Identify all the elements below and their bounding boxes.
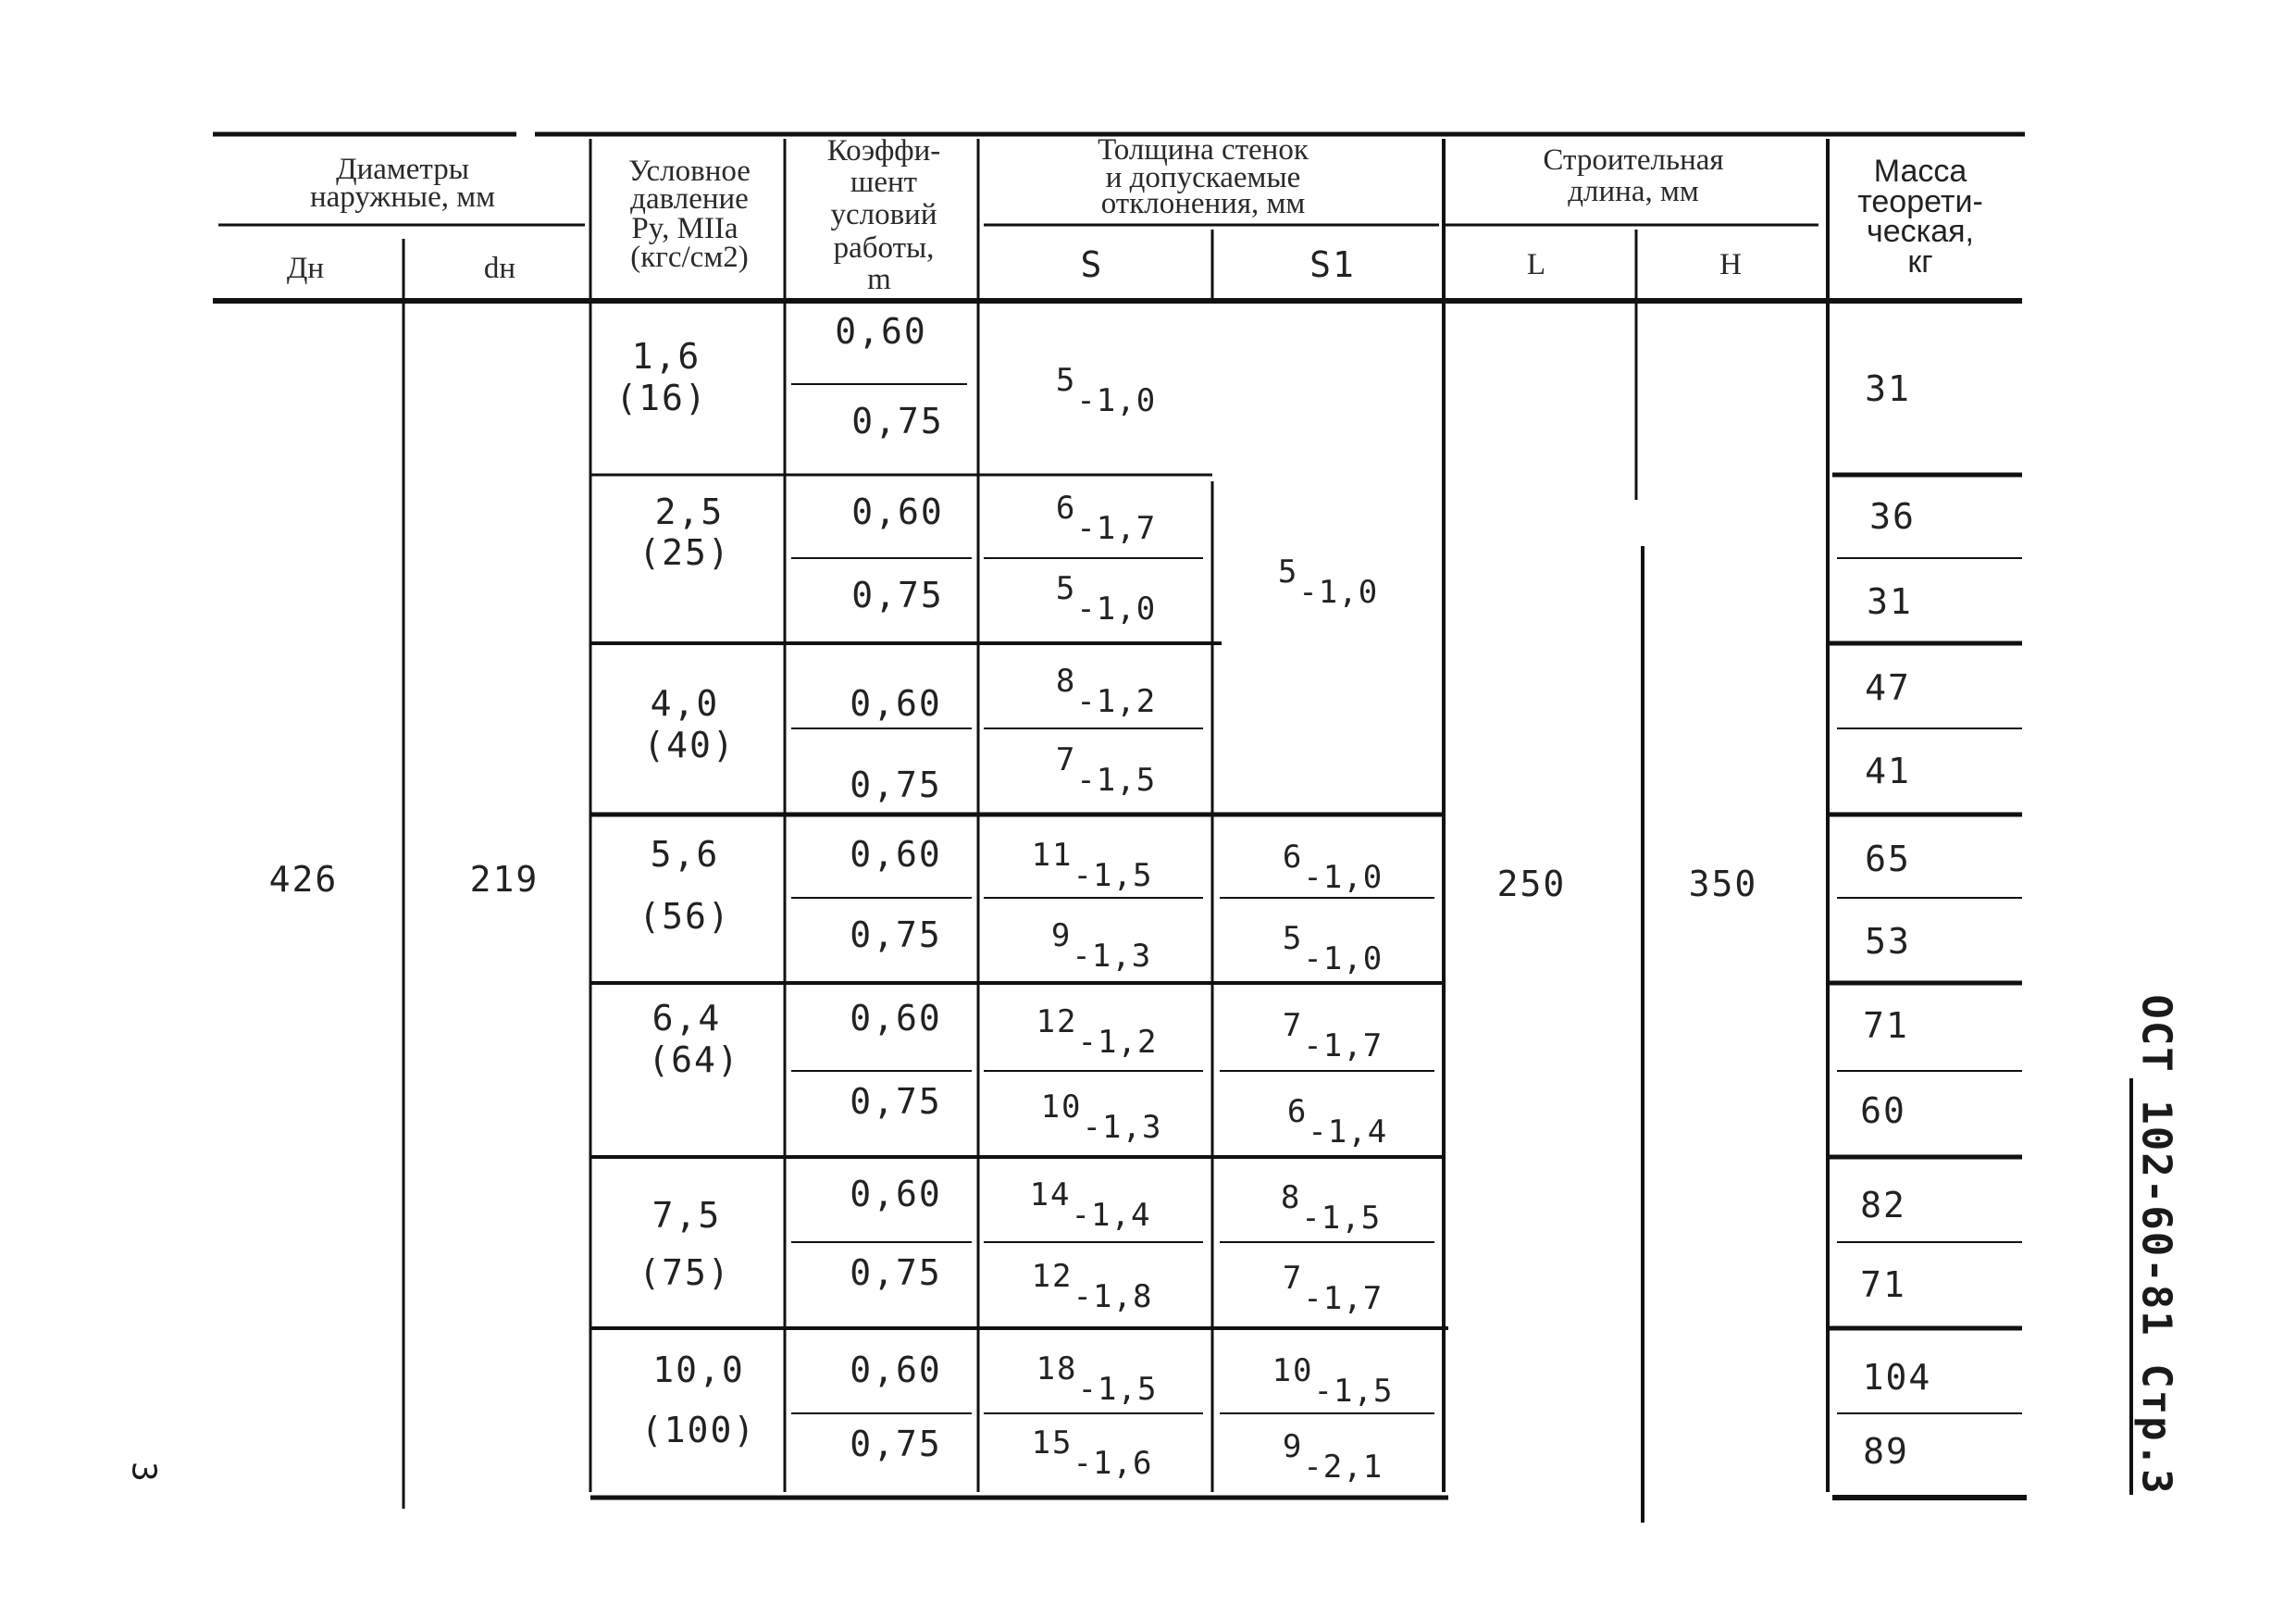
pressure-value: 7,5 bbox=[652, 1195, 722, 1236]
pressure-value: 6,4 bbox=[652, 998, 722, 1039]
wall-S1 bbox=[1282, 1428, 1384, 1486]
wall-S-nominal: 9 bbox=[1050, 917, 1073, 954]
pressure-value: 4,0 bbox=[650, 683, 720, 724]
wall-S bbox=[1031, 1424, 1153, 1482]
header-pressure-3: Py, MIIa bbox=[631, 212, 738, 245]
wall-S1 bbox=[1280, 1179, 1382, 1237]
coef-value: 0,60 bbox=[850, 1350, 942, 1390]
wall-S bbox=[1055, 570, 1157, 628]
pressure-value: 1,6 bbox=[631, 336, 701, 377]
wall-S bbox=[1055, 663, 1157, 720]
wall-S-nominal: 8 bbox=[1055, 663, 1077, 700]
wall-S1-tolerance: -1,0 bbox=[1303, 859, 1384, 896]
header-coef-4: работы, bbox=[833, 231, 935, 265]
cell-Dn: 426 bbox=[268, 859, 339, 900]
wall-S-tolerance: -1,5 bbox=[1073, 857, 1153, 894]
wall-S-tolerance: -1,3 bbox=[1082, 1109, 1162, 1146]
wall-S bbox=[1031, 837, 1153, 894]
document-code-label: ОСТ 102-60-81 Стр.3 bbox=[2132, 994, 2180, 1496]
wall-S-nominal: 11 bbox=[1031, 837, 1074, 874]
coef-value: 0,75 bbox=[850, 1081, 942, 1122]
wall-S-tolerance: -1,4 bbox=[1071, 1197, 1151, 1234]
header-wall-3: отклонения, мм bbox=[1100, 187, 1306, 220]
coef-value: 0,75 bbox=[850, 914, 942, 955]
wall-S-tolerance: -1,0 bbox=[1076, 591, 1157, 628]
wall-S1-tolerance: -1,7 bbox=[1303, 1027, 1384, 1064]
header-S1: S1 bbox=[1309, 244, 1356, 285]
wall-S-nominal: 14 bbox=[1029, 1176, 1072, 1213]
mass-value: 71 bbox=[1860, 1264, 1906, 1305]
wall-S-tolerance: -1,7 bbox=[1076, 510, 1157, 547]
wall-S bbox=[1055, 490, 1157, 547]
header-pressure-1: Условное bbox=[628, 155, 751, 188]
wall-S1 bbox=[1282, 1007, 1384, 1064]
mass-value: 31 bbox=[1865, 368, 1911, 409]
wall-S1 bbox=[1277, 554, 1379, 611]
header-coef-1: Коэффи- bbox=[826, 134, 941, 168]
wall-S-nominal: 12 bbox=[1036, 1003, 1078, 1040]
wall-S1-tolerance: -1,4 bbox=[1308, 1113, 1388, 1151]
header-dn: dн bbox=[483, 252, 516, 285]
coef-value: 0,75 bbox=[850, 765, 942, 805]
page-number: 3 bbox=[124, 1462, 163, 1482]
pressure-kgf: (25) bbox=[639, 532, 731, 573]
wall-S1 bbox=[1282, 839, 1384, 896]
header-length-1: Строительная bbox=[1543, 143, 1724, 177]
wall-S-tolerance: -1,5 bbox=[1076, 762, 1157, 799]
header-coef-3: условий bbox=[830, 198, 937, 231]
wall-S bbox=[1036, 1003, 1158, 1061]
header-Dn: Дн bbox=[286, 252, 325, 285]
header-mass-1: Масса bbox=[1873, 154, 1967, 189]
cell-H: 350 bbox=[1688, 864, 1758, 904]
wall-S1 bbox=[1282, 1260, 1384, 1317]
wall-S1-nominal: 5 bbox=[1282, 920, 1304, 957]
mass-value: 89 bbox=[1863, 1431, 1909, 1472]
wall-S1 bbox=[1286, 1093, 1388, 1151]
cell-dn: 219 bbox=[469, 859, 540, 900]
coef-value: 0,60 bbox=[850, 1174, 942, 1214]
wall-S-tolerance: -1,2 bbox=[1076, 683, 1157, 720]
wall-S1 bbox=[1272, 1352, 1394, 1410]
wall-S-tolerance: -1,0 bbox=[1076, 382, 1157, 419]
mass-value: 41 bbox=[1865, 751, 1911, 791]
wall-S-nominal: 5 bbox=[1055, 570, 1077, 607]
coef-value: 0,75 bbox=[850, 1252, 942, 1293]
wall-S1-tolerance: -1,5 bbox=[1301, 1200, 1382, 1237]
coef-value: 0,60 bbox=[851, 491, 944, 532]
cell-L: 250 bbox=[1496, 864, 1567, 904]
header-mass-3: ческая, bbox=[1866, 214, 1975, 249]
wall-S bbox=[1040, 1088, 1162, 1146]
wall-S1-nominal: 7 bbox=[1282, 1007, 1304, 1044]
wall-S-nominal: 10 bbox=[1040, 1088, 1083, 1126]
header-S: S bbox=[1080, 244, 1104, 285]
header-pressure-2: давление bbox=[630, 182, 749, 216]
wall-S1-nominal: 8 bbox=[1280, 1179, 1302, 1216]
header-H: H bbox=[1719, 248, 1742, 281]
wall-S-tolerance: -1,8 bbox=[1073, 1278, 1153, 1315]
coef-value: 0,60 bbox=[850, 834, 942, 875]
wall-S1-nominal: 6 bbox=[1286, 1093, 1309, 1130]
wall-S bbox=[1055, 741, 1157, 799]
header-length-2: длина, мм bbox=[1568, 175, 1699, 208]
coef-value: 0,60 bbox=[850, 998, 942, 1039]
header-mass-2: теорети- bbox=[1857, 184, 1983, 219]
header-coef-2: шент bbox=[850, 166, 918, 199]
header-diameters: Диаметры наружные, мм bbox=[310, 153, 495, 214]
wall-S1-nominal: 10 bbox=[1272, 1352, 1314, 1389]
wall-S bbox=[1050, 917, 1152, 975]
wall-S1-tolerance: -1,5 bbox=[1313, 1373, 1394, 1410]
wall-S-tolerance: -1,2 bbox=[1077, 1024, 1158, 1061]
pressure-kgf: (40) bbox=[643, 725, 736, 765]
pressure-kgf: (16) bbox=[615, 378, 708, 418]
wall-S-nominal: 15 bbox=[1031, 1424, 1074, 1462]
mass-value: 53 bbox=[1865, 921, 1911, 962]
pressure-value: 2,5 bbox=[654, 491, 725, 532]
wall-S bbox=[1029, 1176, 1151, 1234]
wall-S-tolerance: -1,5 bbox=[1077, 1371, 1158, 1408]
wall-S bbox=[1036, 1350, 1158, 1408]
wall-S1-nominal: 5 bbox=[1277, 554, 1299, 591]
mass-value: 65 bbox=[1865, 839, 1911, 879]
mass-value: 104 bbox=[1862, 1357, 1932, 1398]
pressure-value: 5,6 bbox=[650, 834, 720, 875]
coef-value: 0,60 bbox=[835, 311, 927, 352]
wall-S1-tolerance: -1,0 bbox=[1298, 574, 1379, 611]
wall-S-nominal: 5 bbox=[1055, 362, 1077, 399]
wall-S-tolerance: -1,3 bbox=[1072, 938, 1152, 975]
coef-value: 0,75 bbox=[851, 401, 944, 442]
mass-value: 82 bbox=[1860, 1185, 1906, 1225]
mass-value: 47 bbox=[1865, 667, 1911, 708]
wall-S-nominal: 7 bbox=[1055, 741, 1077, 778]
wall-S1-tolerance: -2,1 bbox=[1303, 1449, 1384, 1486]
coef-value: 0,75 bbox=[851, 575, 944, 616]
wall-S1 bbox=[1282, 920, 1384, 977]
wall-S bbox=[1055, 362, 1157, 419]
wall-S-nominal: 18 bbox=[1036, 1350, 1078, 1387]
wall-S1-nominal: 7 bbox=[1282, 1260, 1304, 1297]
pressure-kgf: (75) bbox=[639, 1252, 731, 1293]
header-wall-1: Толщина стенок bbox=[1098, 133, 1309, 167]
pressure-kgf: (64) bbox=[648, 1039, 740, 1080]
header-wall-2: и допускаемые bbox=[1105, 161, 1301, 194]
wall-S-nominal: 12 bbox=[1031, 1258, 1074, 1295]
mass-value: 36 bbox=[1869, 496, 1916, 537]
pressure-kgf: (100) bbox=[640, 1410, 757, 1450]
header-L: L bbox=[1526, 248, 1546, 281]
wall-S-nominal: 6 bbox=[1055, 490, 1077, 527]
wall-S1-tolerance: -1,0 bbox=[1303, 940, 1384, 977]
wall-S1-nominal: 9 bbox=[1282, 1428, 1304, 1465]
wall-S bbox=[1031, 1258, 1153, 1315]
pressure-value: 10,0 bbox=[652, 1350, 745, 1390]
mass-value: 31 bbox=[1867, 581, 1913, 622]
header-pressure-4: (кгс/см2) bbox=[630, 241, 749, 274]
pressure-kgf: (56) bbox=[639, 896, 731, 937]
wall-S1-nominal: 6 bbox=[1282, 839, 1304, 876]
header-coef-5: m bbox=[867, 263, 891, 296]
wall-S1-tolerance: -1,7 bbox=[1303, 1280, 1384, 1317]
header-mass-4: кг bbox=[1907, 244, 1933, 280]
coef-value: 0,75 bbox=[850, 1424, 942, 1464]
mass-value: 71 bbox=[1863, 1005, 1909, 1046]
mass-value: 60 bbox=[1860, 1090, 1906, 1131]
coef-value: 0,60 bbox=[850, 683, 942, 724]
wall-S-tolerance: -1,6 bbox=[1073, 1445, 1153, 1482]
